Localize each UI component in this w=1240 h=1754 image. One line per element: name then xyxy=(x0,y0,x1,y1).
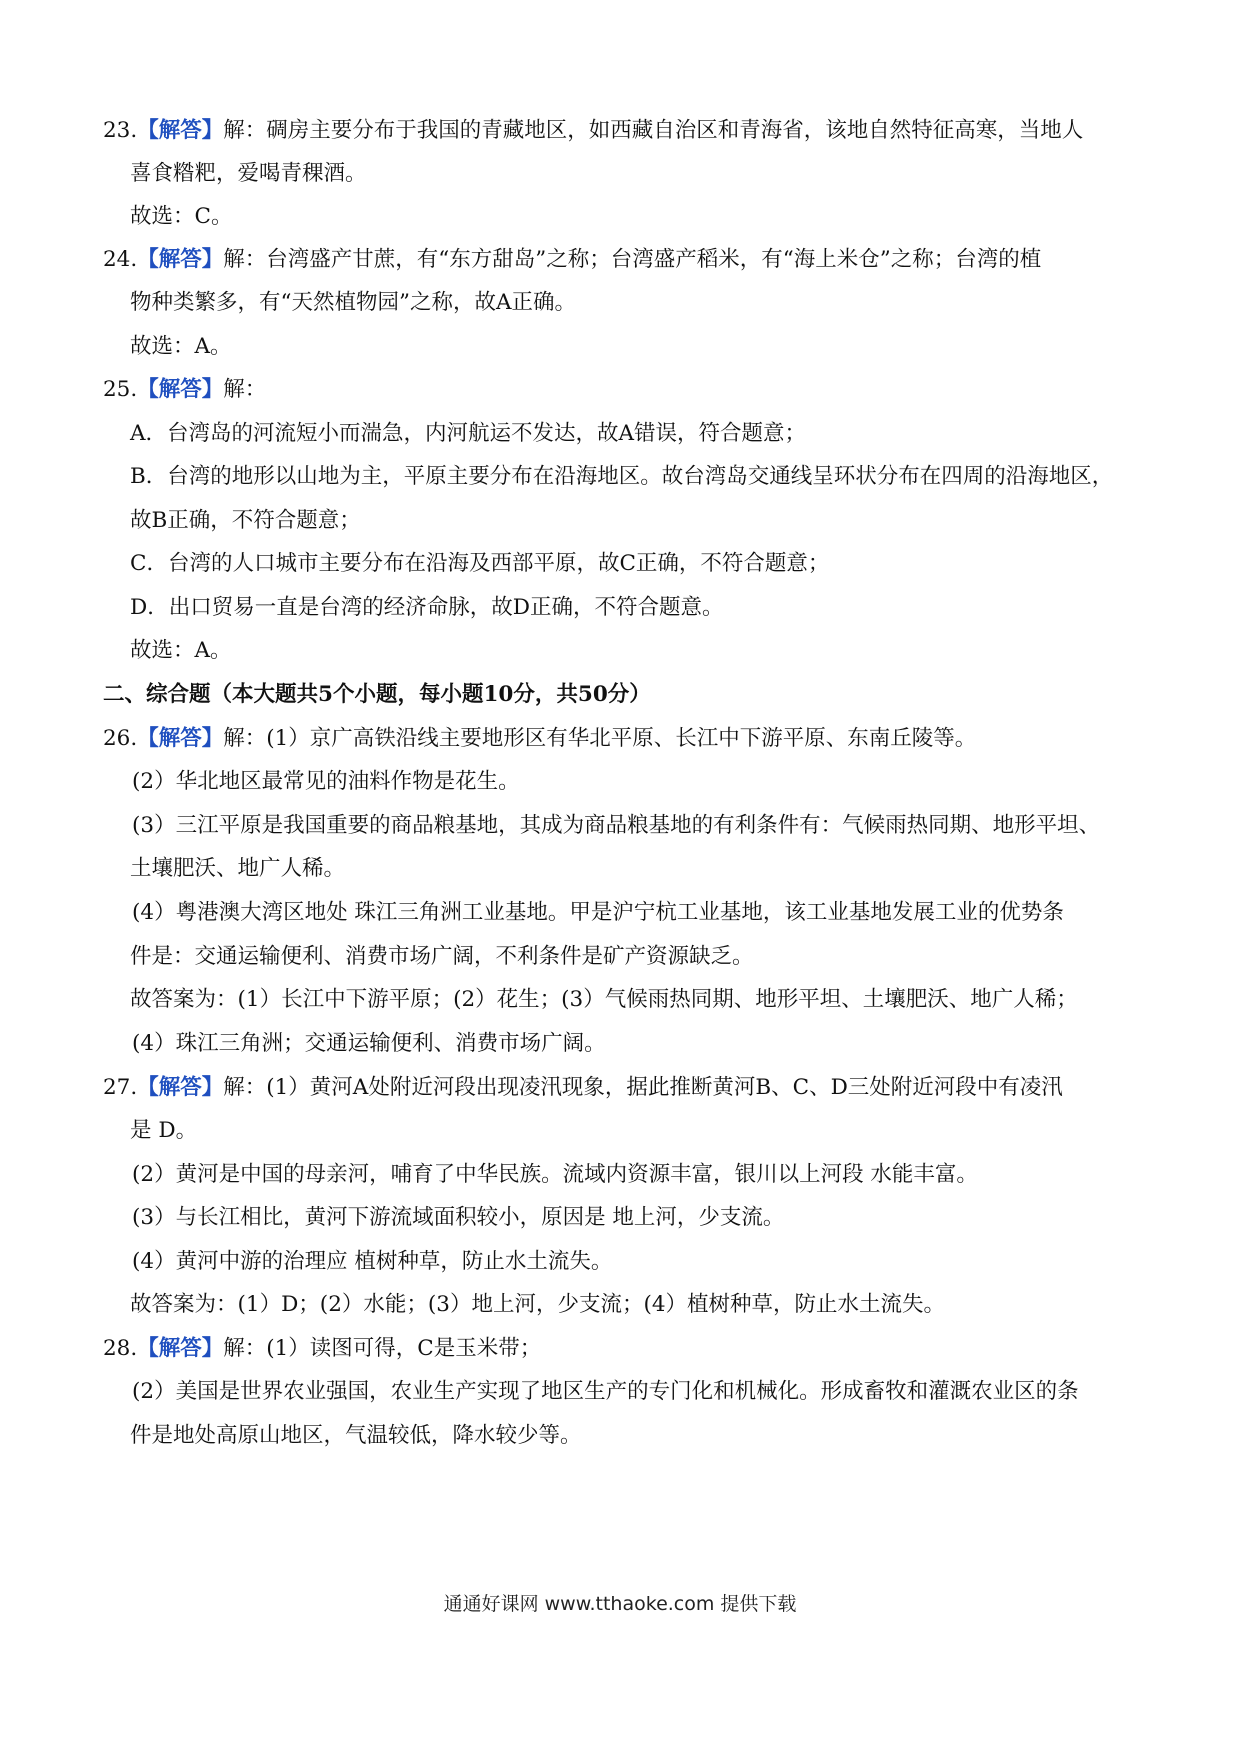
answer-tag: 【解答】 xyxy=(137,118,224,143)
text-line: (3）与长江相比，黄河下游流域面积较小，原因是 地上河，少支流。 xyxy=(132,1205,785,1230)
text-line: A．台湾岛的河流短小而湍急，内河航运不发达，故A错误，符合题意； xyxy=(130,421,807,446)
answer-heading-line xyxy=(103,1333,541,1365)
text-line: 故选：A。 xyxy=(130,334,232,359)
text-line: B．台湾的地形以山地为主，平原主要分布在沿海地区。故台湾岛交通线呈环状分布在四周的沿海地区， xyxy=(130,464,1114,489)
answer-heading-line xyxy=(103,374,266,406)
question-number: 27. xyxy=(103,1075,138,1100)
answer-text: 解：(1）读图可得，C是玉米带； xyxy=(223,1336,542,1361)
text-line: (3）三江平原是我国重要的商品粮基地，其成为商品粮基地的有利条件有：气候雨热同期、地形平坦、 xyxy=(132,813,1101,838)
answer-text: 解：台湾盛产甘蔗，有“东方甜岛”之称；台湾盛产稻米，有“海上米仓”之称；台湾的植 xyxy=(223,247,1042,272)
answer-text: 解：碉房主要分布于我国的青藏地区，如西藏自治区和青海省，该地自然特征高寒，当地人 xyxy=(223,118,1084,143)
question-number: 25. xyxy=(103,377,138,402)
text-line: 件是：交通运输便利、消费市场广阔，不利条件是矿产资源缺乏。 xyxy=(130,944,754,969)
text-line: 件是地处高原山地区，气温较低，降水较少等。 xyxy=(130,1423,582,1448)
text-line: 喜食糌粑，爱喝青稞酒。 xyxy=(130,161,367,186)
question-number: 23. xyxy=(103,118,138,143)
text-line: C．台湾的人口城市主要分布在沿海及西部平原，故C正确，不符合题意； xyxy=(130,551,830,576)
answer-heading-line xyxy=(103,115,1083,147)
answer-heading-line xyxy=(103,244,1041,276)
answer-tag: 【解答】 xyxy=(137,377,224,402)
answer-text: 解：(1）京广高铁沿线主要地形区有华北平原、长江中下游平原、东南丘陵等。 xyxy=(223,726,977,751)
text-line: (2）黄河是中国的母亲河，哺育了中华民族。流域内资源丰富，银川以上河段 水能丰富。 xyxy=(132,1162,978,1187)
text-line: 故答案为：(1）长江中下游平原；(2）花生；(3）气候雨热同期、地形平坦、土壤肥沃、地广人稀； xyxy=(130,987,1078,1012)
answer-tag: 【解答】 xyxy=(137,726,224,751)
question-number: 28. xyxy=(103,1336,138,1361)
text-line: 故答案为：(1）D；(2）水能；(3）地上河，少支流；(4）植树种草，防止水土流失。 xyxy=(130,1292,946,1317)
text-line: 是 D。 xyxy=(130,1118,198,1143)
text-line: 故B正确，不符合题意； xyxy=(130,508,361,533)
text-line: 物种类繁多，有“天然植物园”之称，故A正确。 xyxy=(130,290,577,315)
text-line: D．出口贸易一直是台湾的经济命脉，故D正确，不符合题意。 xyxy=(130,595,724,620)
text-line: (2）美国是世界农业强国，农业生产实现了地区生产的专门化和机械化。形成畜牧和灌溉农业区的条 xyxy=(132,1379,1079,1404)
text-line: (4）粤港澳大湾区地处 珠江三角洲工业基地。甲是沪宁杭工业基地，该工业基地发展工业的优势条 xyxy=(132,900,1064,925)
answer-text: 解： xyxy=(223,377,267,402)
text-line: 故选：C。 xyxy=(130,204,233,229)
text-line: (4）珠江三角洲；交通运输便利、消费市场广阔。 xyxy=(132,1031,606,1056)
text-line: (2）华北地区最常见的油料作物是花生。 xyxy=(132,769,520,794)
answer-heading-line xyxy=(103,1072,1063,1104)
text-line: (4）黄河中游的治理应 植树种草，防止水土流失。 xyxy=(132,1249,613,1274)
answer-tag: 【解答】 xyxy=(137,1075,224,1100)
answer-tag: 【解答】 xyxy=(137,1336,224,1361)
text-line: 故选：A。 xyxy=(130,638,232,663)
answer-tag: 【解答】 xyxy=(137,247,224,272)
answer-text: 解：(1）黄河A处附近河段出现凌汛现象，据此推断黄河B、C、D三处附近河段中有凌汛 xyxy=(223,1075,1063,1100)
question-number: 26. xyxy=(103,726,138,751)
page-footer: 通通好课网 www.tthaoke.com 提供下载 xyxy=(443,1593,797,1615)
text-line: 土壤肥沃、地广人稀。 xyxy=(130,856,346,881)
section-heading: 二、综合题（本大题共5个小题，每小题10分，共50分） xyxy=(103,682,651,707)
answer-heading-line xyxy=(103,723,976,755)
question-number: 24. xyxy=(103,247,138,272)
